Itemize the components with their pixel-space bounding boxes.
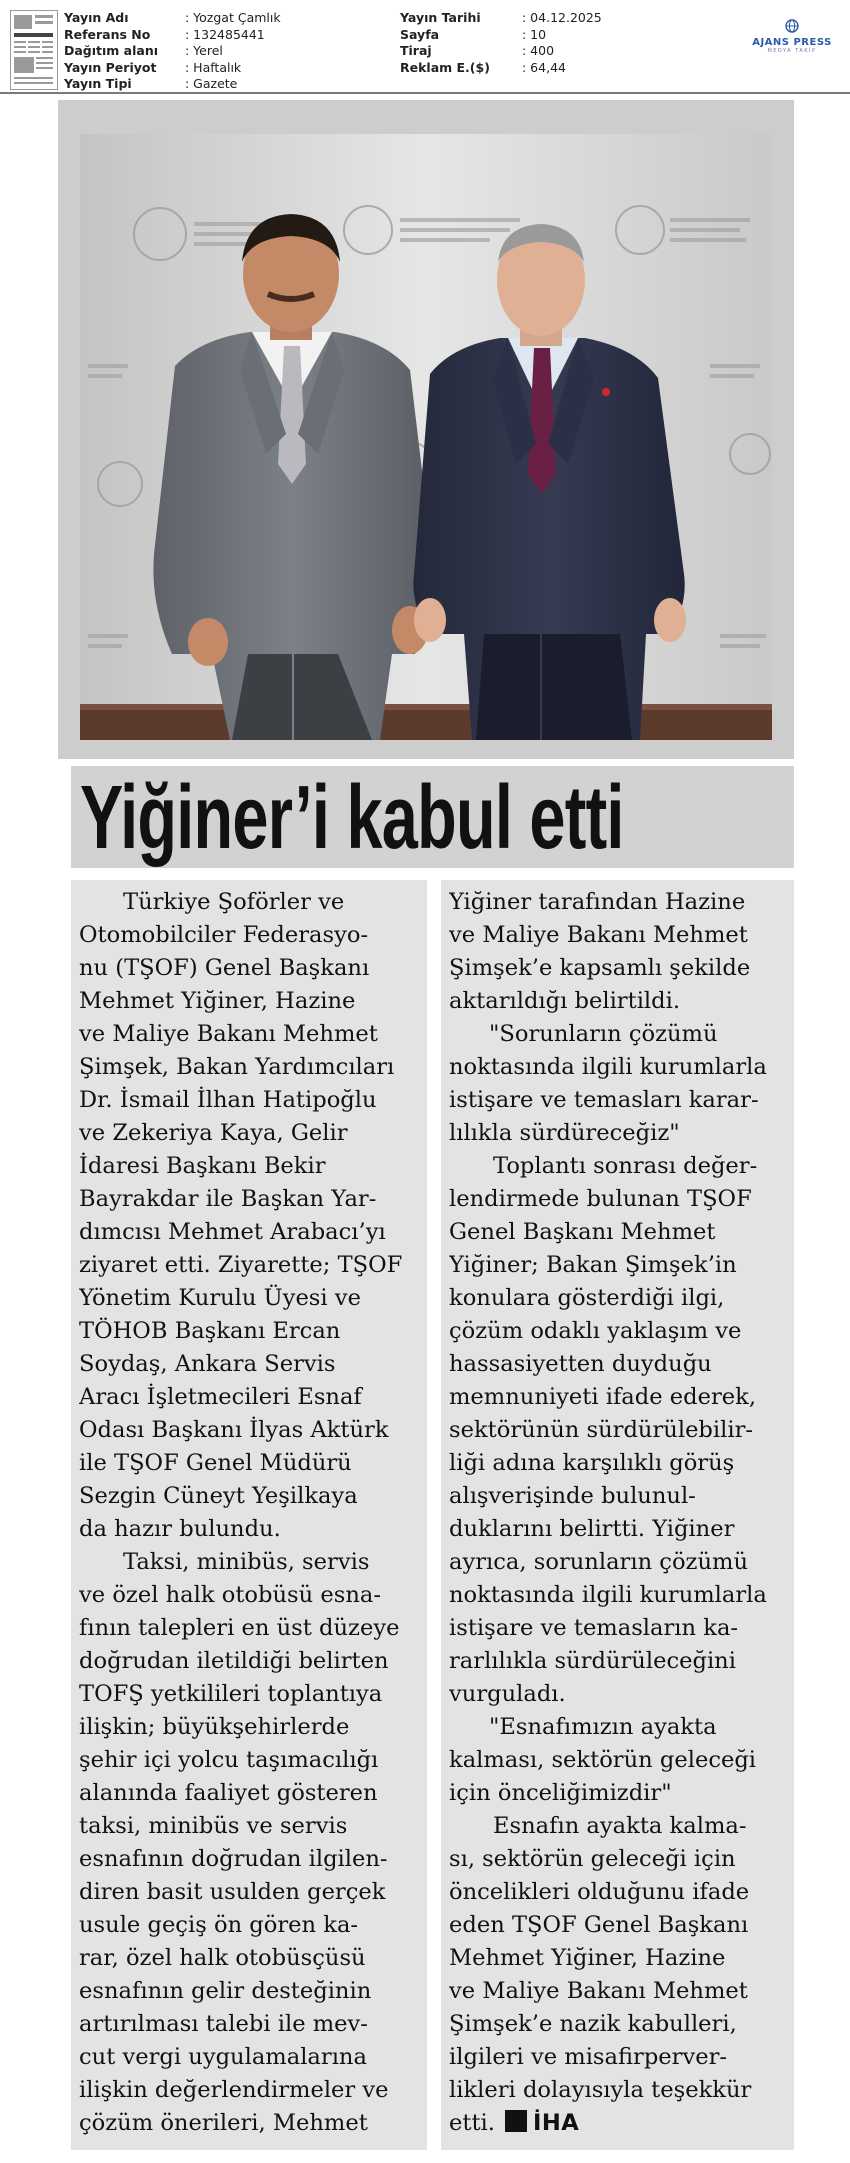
article-line: istişare ve temasları karar- xyxy=(449,1087,759,1113)
meta-label: Reklam E.($) xyxy=(400,59,490,75)
article-line: vurguladı. xyxy=(449,1681,566,1707)
page-thumbnail xyxy=(10,10,58,90)
article-line: Taksi, minibüs, servis xyxy=(123,1549,370,1575)
article-line: ile TŞOF Genel Müdürü xyxy=(79,1450,352,1476)
article-line: likleri dolayısıyla teşekkür xyxy=(449,2077,752,2103)
article-line: Yiğiner tarafından Hazine xyxy=(449,889,746,915)
meta-left xyxy=(64,10,281,93)
article-body-right xyxy=(449,886,788,2107)
article-line: diren basit usulden gerçek xyxy=(79,1879,386,1905)
meta-right xyxy=(400,10,602,76)
article-line: nu (TŞOF) Genel Başkanı xyxy=(79,955,370,981)
logo-name: AJANS PRESS xyxy=(752,37,832,48)
article-line: hassasiyetten duyduğu xyxy=(449,1351,712,1377)
photo-illustration xyxy=(80,134,772,740)
article-line: Şimşek’e kapsamlı şekilde xyxy=(449,955,751,981)
article-line: ilgileri ve misafirperver- xyxy=(449,2044,728,2070)
article-line: Bayrakdar ile Başkan Yar- xyxy=(79,1186,377,1212)
meta-row-publication xyxy=(64,10,281,27)
article-line: duklarını belirtti. Yiğiner xyxy=(449,1516,735,1542)
article-line: için önceliğimizdir" xyxy=(449,1780,672,1806)
news-agency-signature: İHA xyxy=(532,2110,580,2136)
article-line: ilişkin değerlendirmeler ve xyxy=(79,2077,389,2103)
meta-label: Referans No xyxy=(64,26,151,42)
meta-row-page xyxy=(400,27,602,44)
article-line: noktasında ilgili kurumlarla xyxy=(449,1054,767,1080)
article-line: noktasında ilgili kurumlarla xyxy=(449,1582,767,1608)
article-line: "Sorunların çözümü xyxy=(489,1021,718,1047)
logo-subtitle: MEDYA TAKİP xyxy=(767,48,817,54)
article-line: ve Zekeriya Kaya, Gelir xyxy=(79,1120,348,1146)
article-line: çözüm odaklı yaklaşım ve xyxy=(449,1318,742,1344)
article-line: sektörünün sürdürülebilir- xyxy=(449,1417,754,1443)
meta-label: Dağıtım alanı xyxy=(64,43,159,58)
ajans-press-logo xyxy=(744,18,840,54)
article-line: ve Maliye Bakanı Mehmet xyxy=(449,922,748,948)
article-line: Şimşek, Bakan Yardımcıları xyxy=(79,1054,395,1080)
article-line: memnuniyeti ifade ederek, xyxy=(449,1384,757,1410)
article-line: Soydaş, Ankara Servis xyxy=(79,1351,336,1377)
meta-value: : Yozgat Çamlık xyxy=(185,10,281,25)
article-line: esnafının doğrudan ilgilen- xyxy=(79,1846,388,1872)
article-line: dımcısı Mehmet Arabacı’yı xyxy=(79,1219,386,1245)
article-line: İdaresi Başkanı Bekir xyxy=(79,1153,326,1179)
meta-row-period xyxy=(64,60,281,77)
article-line: liği adına karşılıklı görüş xyxy=(449,1450,735,1476)
article-line: da hazır bulundu. xyxy=(79,1516,281,1542)
meta-value: : 64,44 xyxy=(522,59,566,75)
article-line: Türkiye Şoförler ve xyxy=(123,889,345,915)
article-line: Esnafın ayakta kalma- xyxy=(493,1813,747,1839)
meta-label: Yayın Adı xyxy=(64,10,129,25)
article-line: lendirmede bulunan TŞOF xyxy=(449,1186,752,1212)
article-line: rar, özel halk otobüsçüsü xyxy=(79,1945,366,1971)
article-line: ve Maliye Bakanı Mehmet xyxy=(79,1021,378,1047)
article-line: Aracı İşletmecileri Esnaf xyxy=(79,1384,362,1410)
meta-value: : 04.12.2025 xyxy=(522,10,602,25)
article-line: Mehmet Yiğiner, Hazine xyxy=(79,988,356,1014)
article-line: ve Maliye Bakanı Mehmet xyxy=(449,1978,748,2004)
meta-value: : Gazete xyxy=(185,76,238,91)
meta-label: Yayın Tipi xyxy=(64,76,132,91)
article-column-left xyxy=(71,880,427,2150)
article-closing-line xyxy=(449,2107,788,2140)
news-photo xyxy=(58,100,794,759)
article-body-left xyxy=(79,886,421,2140)
meta-row-date xyxy=(400,10,602,27)
globe-icon xyxy=(785,19,799,33)
article-line: kalması, sektörün geleceği xyxy=(449,1747,757,1773)
headline: Yiğiner’i kabul etti xyxy=(80,768,624,868)
article-line: eden TŞOF Genel Başkanı xyxy=(449,1912,749,1938)
meta-label: Sayfa xyxy=(400,26,440,42)
article-line: öncelikleri olduğunu ifade xyxy=(449,1879,750,1905)
article-column-right xyxy=(441,880,794,2150)
meta-value: : 400 xyxy=(522,43,555,58)
article-line: TÖHOB Başkanı Ercan xyxy=(79,1318,341,1344)
article-line: "Esnafımızın ayakta xyxy=(489,1714,717,1740)
meta-row-type xyxy=(64,76,281,93)
article-line: fının talepleri en üst düzeye xyxy=(79,1615,400,1641)
article-line: alanında faaliyet gösteren xyxy=(79,1780,378,1806)
meta-label: Yayın Tarihi xyxy=(400,10,481,25)
closing-text: etti. xyxy=(449,2110,495,2136)
square-marker-icon xyxy=(505,2110,527,2132)
article-line: cut vergi uygulamalarına xyxy=(79,2044,367,2070)
meta-row-distribution xyxy=(64,43,281,60)
article-line: alışverişinde bulunul- xyxy=(449,1483,696,1509)
article-line: Toplantı sonrası değer- xyxy=(493,1153,758,1179)
article-line: doğrudan iletildiği belirten xyxy=(79,1648,389,1674)
article-line: artırılması talebi ile mev- xyxy=(79,2011,368,2037)
meta-value: : Haftalık xyxy=(185,59,242,75)
article-line: aktarıldığı belirtildi. xyxy=(449,988,681,1014)
meta-value: : 10 xyxy=(522,26,547,42)
article-line: Yönetim Kurulu Üyesi ve xyxy=(79,1285,361,1311)
article-line: usule geçiş ön gören ka- xyxy=(79,1912,359,1938)
meta-row-circulation xyxy=(400,43,602,60)
article-line: Yiğiner; Bakan Şimşek’in xyxy=(449,1252,737,1278)
article-line: Mehmet Yiğiner, Hazine xyxy=(449,1945,726,1971)
article-line: ve özel halk otobüsü esna- xyxy=(79,1582,381,1608)
article-line: çözüm önerileri, Mehmet xyxy=(79,2110,368,2136)
article-line: Odası Başkanı İlyas Aktürk xyxy=(79,1417,389,1443)
article-line: Şimşek’e nazik kabulleri, xyxy=(449,2011,737,2037)
article-line: Sezgin Cüneyt Yeşilkaya xyxy=(79,1483,358,1509)
article-line: rarlılıkla sürdürüleceğini xyxy=(449,1648,736,1674)
article-line: TOFŞ yetkilileri toplantıya xyxy=(79,1681,383,1707)
article-line: sı, sektörün geleceği için xyxy=(449,1846,736,1872)
article-line: şehir içi yolcu taşımacılığı xyxy=(79,1747,379,1773)
article-line: ilişkin; büyükşehirlerde xyxy=(79,1714,350,1740)
meta-label: Tiraj xyxy=(400,43,432,58)
meta-label: Yayın Periyot xyxy=(64,59,157,75)
article-line: esnafının gelir desteğinin xyxy=(79,1978,372,2004)
clipping-header xyxy=(0,0,850,94)
article-line: istişare ve temasların ka- xyxy=(449,1615,739,1641)
meta-value: : Yerel xyxy=(185,43,223,58)
article-line: ayrıca, sorunların çözümü xyxy=(449,1549,748,1575)
meta-row-ad-value xyxy=(400,60,602,77)
meta-value: : 132485441 xyxy=(185,26,265,42)
article-line: Genel Başkanı Mehmet xyxy=(449,1219,716,1245)
article-line: konulara gösterdiği ilgi, xyxy=(449,1285,725,1311)
article-line: taksi, minibüs ve servis xyxy=(79,1813,348,1839)
article-line: ziyaret etti. Ziyarette; TŞOF xyxy=(79,1252,403,1278)
article-line: Otomobilciler Federasyo- xyxy=(79,922,369,948)
meta-row-reference xyxy=(64,27,281,44)
article-line: Dr. İsmail İlhan Hatipoğlu xyxy=(79,1087,377,1113)
article-line: lılıkla sürdüreceğiz" xyxy=(449,1120,680,1146)
